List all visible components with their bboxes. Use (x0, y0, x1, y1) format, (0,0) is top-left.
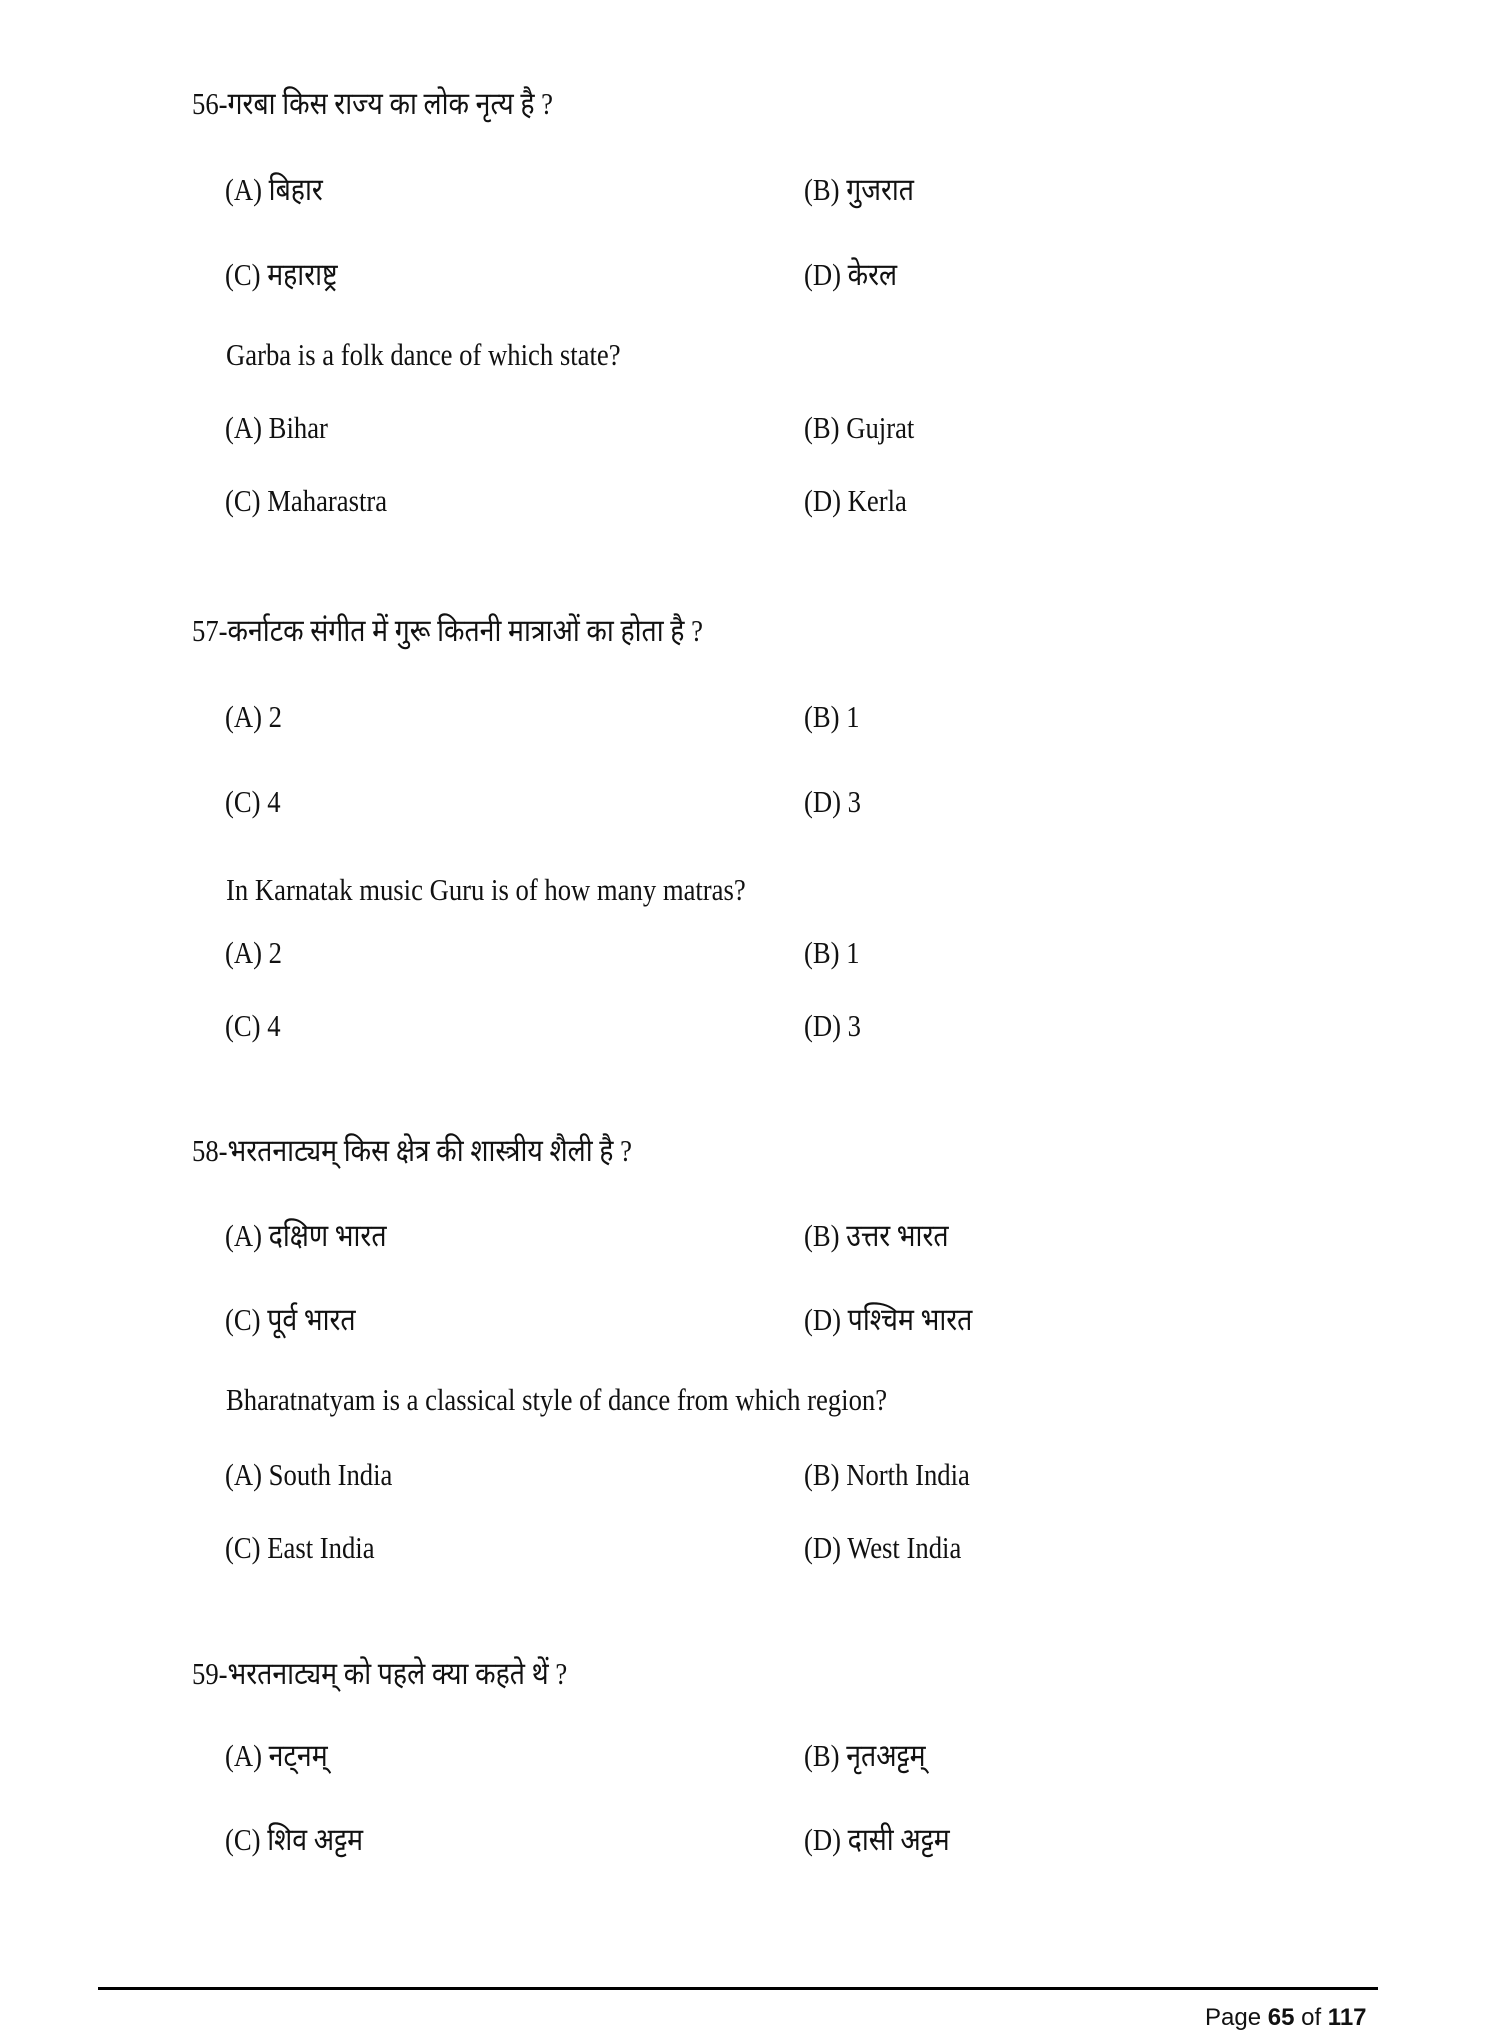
question-title-hindi: 59-भरतनाट्यम् को पहले क्या कहते थें ? (192, 1656, 568, 1691)
option-a-english: (A) South India (225, 1457, 393, 1492)
option-b-english: (B) 1 (804, 935, 860, 970)
option-d-hindi: (D) दासी अट्टम (804, 1822, 950, 1857)
option-c-hindi: (C) पूर्व भारत (225, 1302, 356, 1337)
footer-divider (98, 1987, 1378, 1990)
question-title-hindi: 58-भरतनाट्यम् किस क्षेत्र की शास्त्रीय शैली है ? (192, 1133, 632, 1168)
option-b-hindi: (B) 1 (804, 699, 860, 734)
option-d-hindi: (D) केरल (804, 257, 898, 292)
page-of-label: of (1301, 2004, 1322, 2031)
question-title-hindi: 56-गरबा किस राज्य का लोक नृत्य है ? (192, 86, 553, 121)
option-c-english: (C) 4 (225, 1008, 281, 1043)
option-b-hindi: (B) उत्तर भारत (804, 1218, 949, 1253)
option-c-hindi: (C) शिव अट्टम (225, 1822, 364, 1857)
page-label: Page (1205, 2004, 1262, 2031)
option-a-hindi: (A) बिहार (225, 172, 323, 207)
option-a-hindi: (A) दक्षिण भारत (225, 1218, 387, 1253)
question-title-english: In Karnatak music Guru is of how many matras? (226, 872, 746, 907)
option-d-hindi: (D) 3 (804, 784, 862, 819)
option-d-english: (D) West India (804, 1530, 962, 1565)
page-number (1205, 2004, 1367, 2032)
option-c-hindi: (C) महाराष्ट्र (225, 257, 338, 292)
question-title-english: Garba is a folk dance of which state? (226, 337, 621, 372)
option-c-english: (C) East India (225, 1530, 375, 1565)
option-b-hindi: (B) नृतअट्टम् (804, 1738, 926, 1773)
option-a-hindi: (A) नट्नम् (225, 1738, 328, 1773)
option-b-english: (B) North India (804, 1457, 970, 1492)
option-d-hindi: (D) पश्चिम भारत (804, 1302, 973, 1337)
option-a-english: (A) Bihar (225, 410, 328, 445)
option-a-english: (A) 2 (225, 935, 283, 970)
option-b-english: (B) Gujrat (804, 410, 915, 445)
question-title-hindi: 57-कर्नाटक संगीत में गुरू कितनी मात्राओं का होता है ? (192, 613, 703, 648)
question-title-english: Bharatnatyam is a classical style of dance from which region? (226, 1382, 888, 1417)
option-b-hindi: (B) गुजरात (804, 172, 914, 207)
option-c-english: (C) Maharastra (225, 483, 388, 518)
option-c-hindi: (C) 4 (225, 784, 281, 819)
page-current: 65 (1267, 2004, 1295, 2031)
option-d-english: (D) Kerla (804, 483, 907, 518)
option-d-english: (D) 3 (804, 1008, 862, 1043)
option-a-hindi: (A) 2 (225, 699, 283, 734)
page-total: 117 (1327, 2004, 1367, 2031)
